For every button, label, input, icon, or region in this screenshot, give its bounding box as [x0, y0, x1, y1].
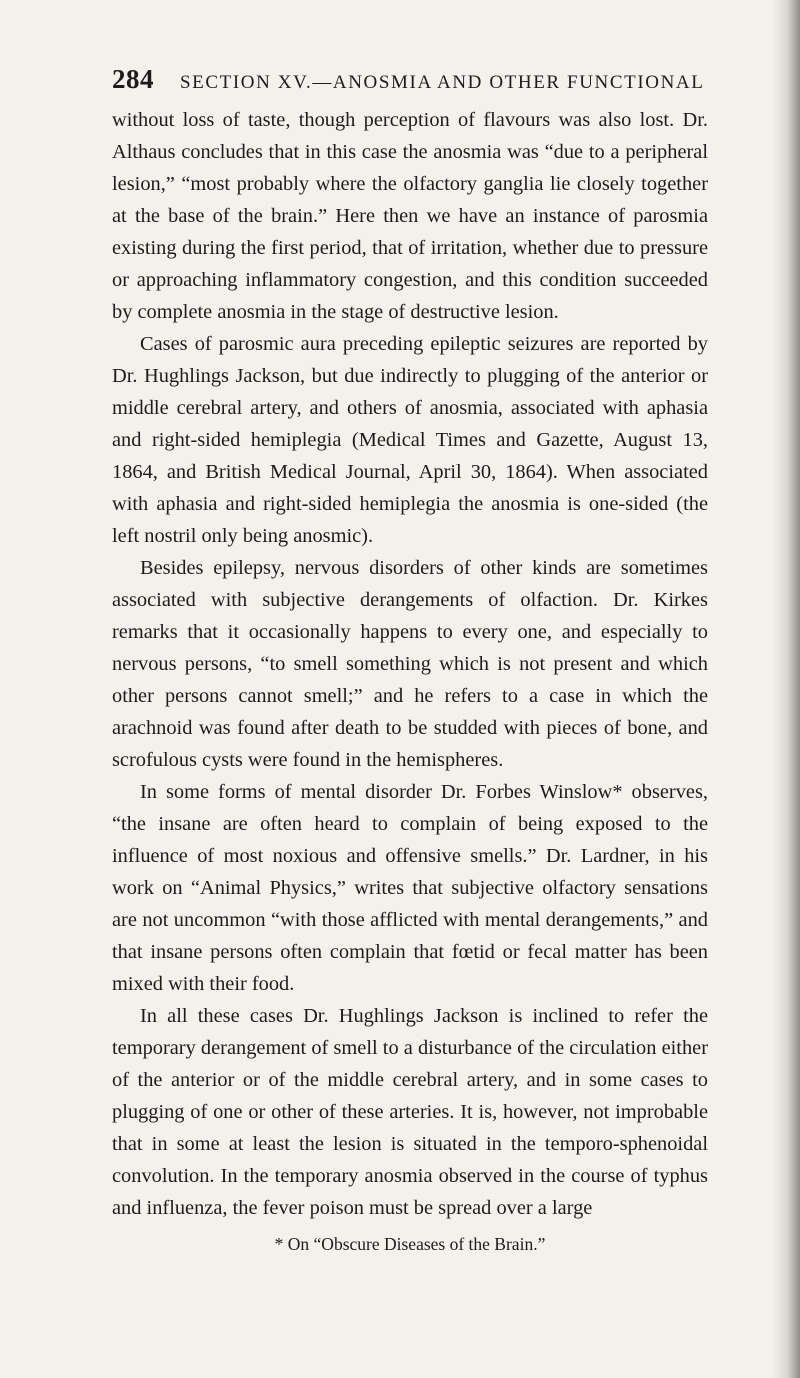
paragraph-1: without loss of taste, though perception of flavours was also lost. Dr. Althaus concludes that in this case the anosmia was “due to a peripheral lesion,” “most probably where the olfactory ganglia lie closely together at the base of the brain.” Here then we have an instance of parosmia existing during the first period, that of irritation, whether due to pressure or approaching inflammatory congestion, and this condition succeeded by complete anosmia in the stage of destructive lesion.	[112, 109, 708, 323]
paragraph-5: In all these cases Dr. Hughlings Jackson is inclined to refer the temporary derangement of smell to a disturbance of the circulation either of the anterior or of the middle cerebral artery, and in some cases to plugging of one or other of these arteries. It is, however, not improbable that in some at least the lesion is situated in the temporo-sphenoidal convolution. In the temporary anosmia observed in the course of typhus and influenza, the fever poison must be spread over a large	[112, 1005, 708, 1219]
body-text	[112, 104, 708, 1224]
paragraph-3: Besides epilepsy, nervous disorders of other kinds are sometimes associated with subjective derangements of olfaction. Dr. Kirkes remarks that it occasionally happens to every one, and especially to nervous persons, “to smell something which is not present and which other persons cannot smell;” and he refers to a case in which the arachnoid was found after death to be studded with pieces of bone, and scrofulous cysts were found in the hemispheres.	[112, 557, 708, 771]
paragraph-2: Cases of parosmic aura preceding epileptic seizures are reported by Dr. Hughlings Jackson, but due indirectly to plugging of the anterior or middle cerebral artery, and others of anosmia, associated with aphasia and right-sided hemiplegia (Medical Times and Gazette, August 13, 1864, and British Medical Journal, April 30, 1864). When associated with aphasia and right-sided hemiplegia the anosmia is one-sided (the left nostril only being anosmic).	[112, 333, 708, 547]
footnote: * On “Obscure Diseases of the Brain.”	[274, 1234, 546, 1254]
running-head: SECTION XV.—ANOSMIA AND OTHER FUNCTIONAL	[180, 72, 705, 93]
page-header	[112, 64, 712, 96]
paragraph-4: In some forms of mental disorder Dr. Forbes Winslow* observes, “the insane are often heard to complain of being exposed to the influence of most noxious and offensive smells.” Dr. Lardner, in his work on “Animal Physics,” writes that subjective olfactory sensations are not uncommon “with those afflicted with mental derangements,” and that insane persons often complain that fœtid or fecal matter has been mixed with their food.	[112, 781, 708, 995]
page-number: 284	[112, 64, 154, 94]
page-edge-shadow	[772, 0, 800, 1378]
